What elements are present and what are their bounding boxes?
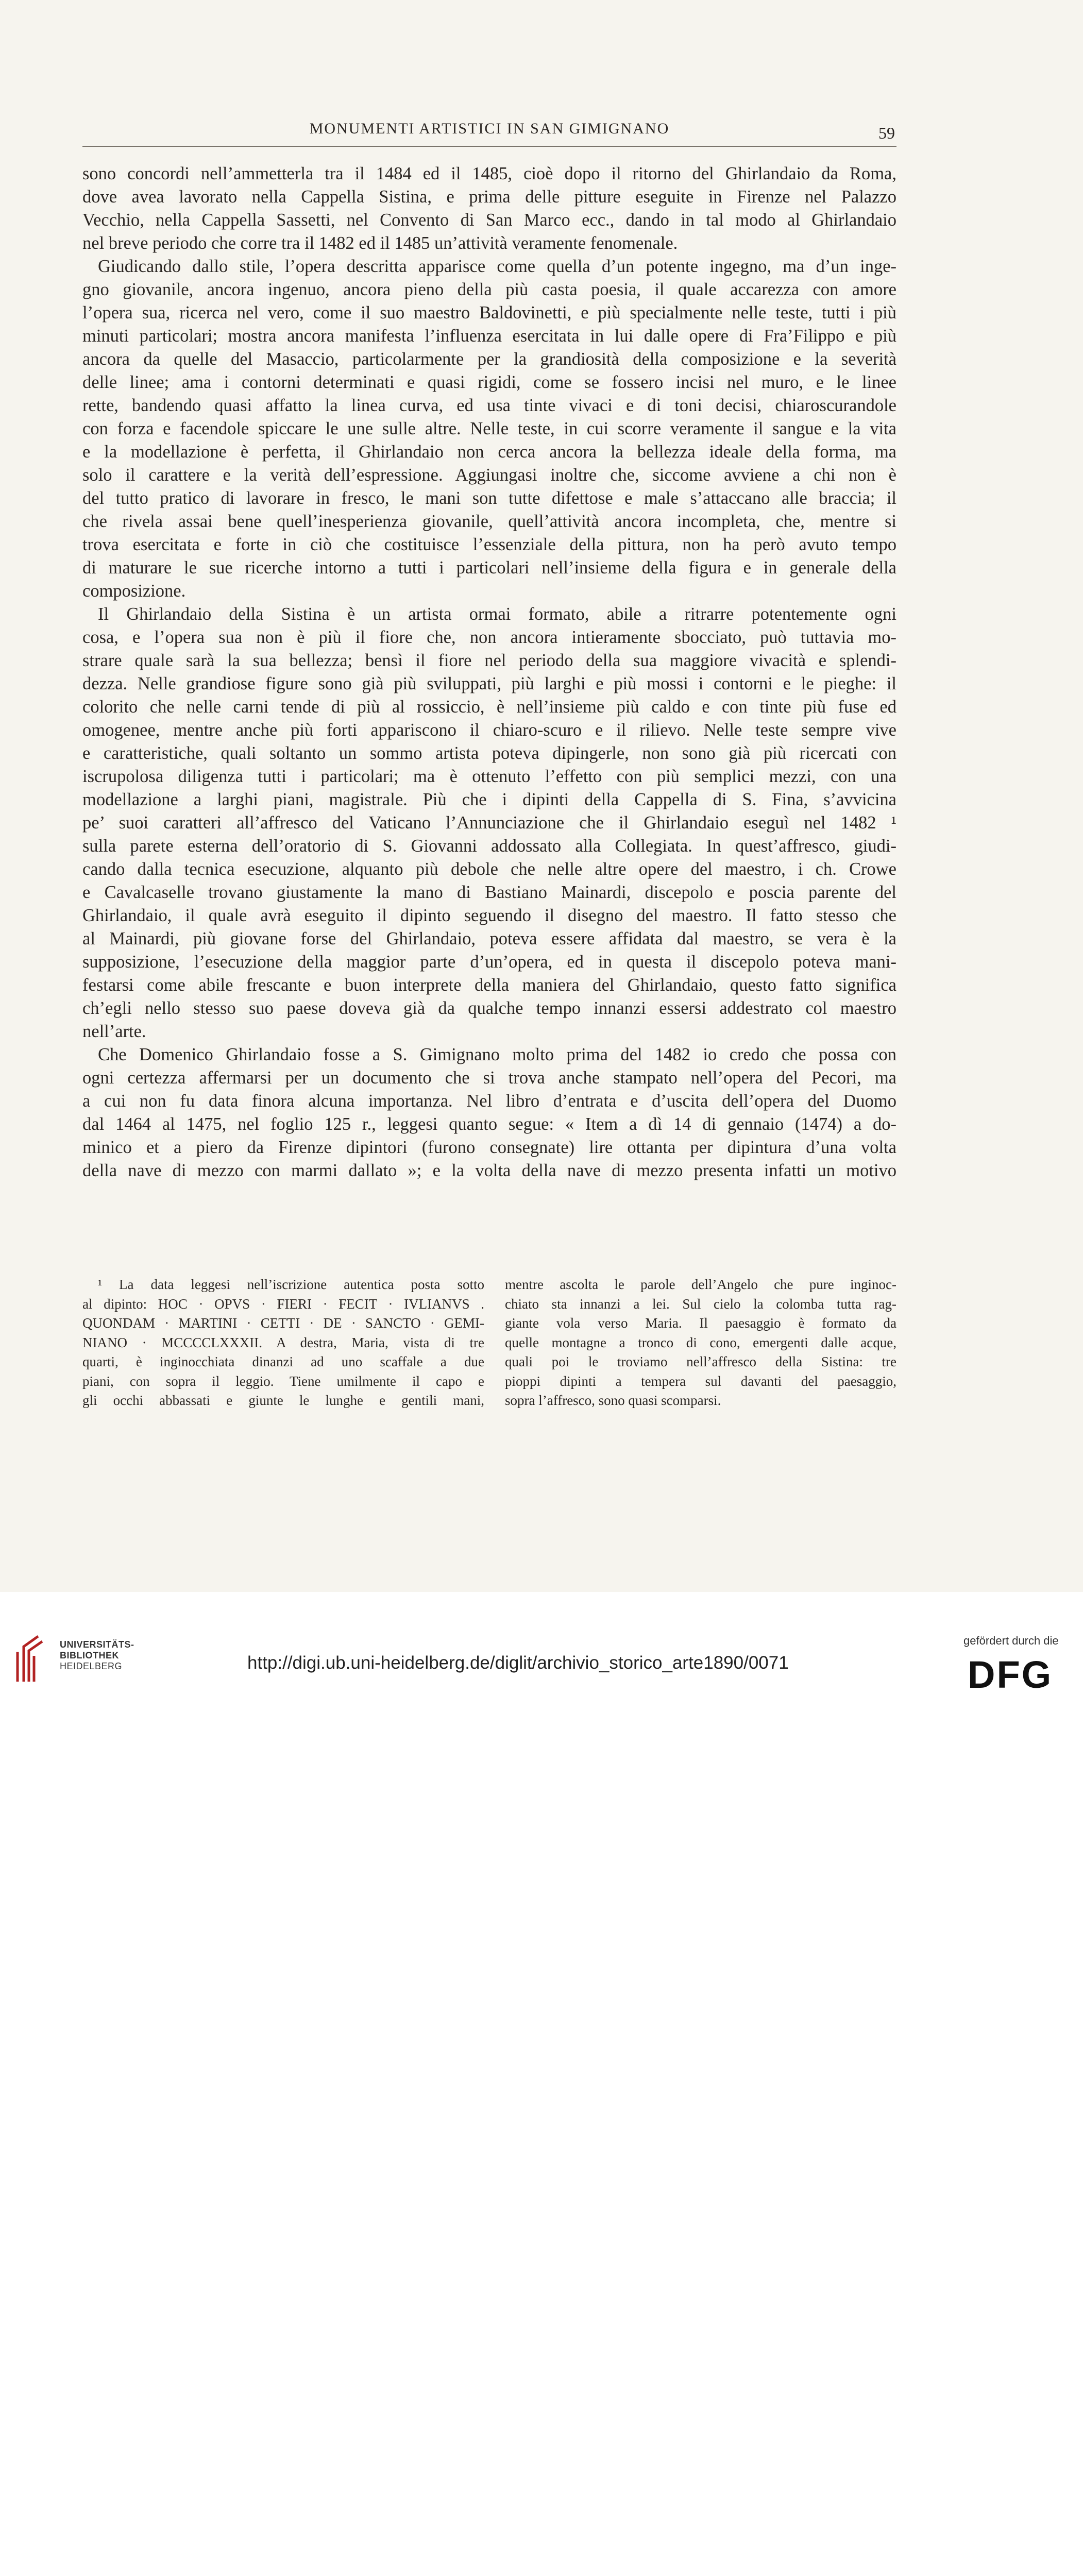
text-line: minuti particolari; mostra ancora manifesta l’influenza esercitata in lui dalle opere di Fra’Filippo e più bbox=[82, 326, 896, 346]
text-line: delle linee; ama i contorni determinati e quasi rigidi, come se fossero incisi nel muro, e le linee bbox=[82, 372, 896, 392]
text-line: trova esercitata e forte in ciò che costituisce l’essenziale della pittura, non ha però avuto tempo bbox=[82, 535, 896, 554]
text-line: supposizione, l’esecuzione della maggior parte d’un’opera, ed in questa il discepolo poteva mani- bbox=[82, 952, 896, 972]
text-line: pe’ suoi caratteri all’affresco del Vaticano l’Annunciazione che il Ghirlandaio eseguì nel 1482 ¹ bbox=[82, 813, 896, 833]
text-line: che rivela assai bene quell’inesperienza giovanile, quell’attività ancora incompleta, che, mentre si bbox=[82, 512, 896, 531]
text-line: gno giovanile, ancora ingenuo, ancora pieno della più casta poesia, il quale accarezza con amore bbox=[82, 280, 896, 299]
text-line: solo il carattere e la verità dell’espressione. Aggiungasi inoltre che, siccome avviene a chi non è bbox=[82, 465, 896, 485]
text-line: Il Ghirlandaio della Sistina è un artista ormai formato, abile a ritrarre potentemente ogni bbox=[98, 604, 896, 624]
text-line: cosa, e l’opera sua non è più il fiore che, non ancora intieramente sbocciato, può tuttavia mo- bbox=[82, 628, 896, 647]
text-line: Giudicando dallo stile, l’opera descritta apparisce come quella d’un potente ingegno, ma d’un inge- bbox=[98, 257, 896, 276]
text-line: rette, bandendo quasi affatto la linea curva, ed usa tinte vivaci e di toni decisi, chiaroscurandole bbox=[82, 396, 896, 415]
footnote-line: gli occhi abbassati e giunte le lunghe e gentili mani, bbox=[82, 1393, 484, 1408]
footnote-column-right bbox=[505, 1275, 896, 1411]
footnote-line: NIANO · MCCCCLXXXII. A destra, Maria, vista di tre bbox=[82, 1334, 484, 1350]
header-rule bbox=[82, 146, 896, 147]
text-line: ch’egli nello stesso suo paese doveva già da qualche tempo innanzi essersi addestrato col maestro bbox=[82, 998, 896, 1018]
page-number: 59 bbox=[878, 124, 895, 142]
university-library-logo-icon bbox=[14, 1634, 44, 1684]
footnote-line: giante vola verso Maria. Il paesaggio è formato da bbox=[505, 1315, 896, 1331]
text-line: dezza. Nelle grandiose figure sono già più sviluppati, più larghi e più mossi i contorni e le pieghe: il bbox=[82, 674, 896, 693]
footnote-line: quali poi le troviamo nell’affresco della Sistina: tre bbox=[505, 1354, 896, 1369]
library-name-line-2: BIBLIOTHEK bbox=[60, 1650, 119, 1660]
text-line: al Mainardi, più giovane forse del Ghirlandaio, poteva essere affidata dal maestro, se vera è la bbox=[82, 929, 896, 948]
library-name-line-1: UNIVERSITÄTS- bbox=[60, 1639, 134, 1650]
footer-bar bbox=[0, 1592, 1083, 1702]
text-line: ancora da quelle del Masaccio, particolarmente per la grandiosità della composizione e la severità bbox=[82, 349, 896, 369]
text-line: composizione. bbox=[82, 581, 186, 601]
footnote-line: mentre ascolta le parole dell’Angelo che pure inginoc- bbox=[505, 1277, 896, 1292]
text-line: colorito che nelle carni tende di più al rossiccio, è nell’insieme più caldo e con tinte più fuse ed bbox=[82, 697, 896, 717]
library-name-line-3: HEIDELBERG bbox=[60, 1661, 123, 1671]
footnote-line: sopra l’affresco, sono quasi scomparsi. bbox=[505, 1393, 721, 1408]
footnote-line: pioppi dipinti a tempera sul davanti del paesaggio, bbox=[505, 1373, 896, 1389]
text-line: strare quale sarà la sua bellezza; bensì il fiore nel periodo della sua maggiore vivacità e splendi- bbox=[82, 651, 896, 670]
text-line: Vecchio, nella Cappella Sassetti, nel Convento di San Marco ecc., dando in tal modo al Ghirlandaio bbox=[82, 210, 896, 230]
footnote-line: al dipinto: HOC · OPVS · FIERI · FECIT · IVLIANVS . bbox=[82, 1296, 484, 1312]
text-line: sono concordi nell’ammetterla tra il 1484 ed il 1485, cioè dopo il ritorno del Ghirlandaio da Roma, bbox=[82, 164, 896, 183]
university-library-name bbox=[60, 1639, 134, 1672]
text-line: della nave di mezzo con marmi dallato »; e la volta della nave di mezzo presenta infatti un motivo bbox=[82, 1161, 896, 1180]
footnote-line: quelle montagne a tronco di cono, emergenti dalle acque, bbox=[505, 1334, 896, 1350]
text-line: nell’arte. bbox=[82, 1022, 146, 1041]
footnote-line: piani, con sopra il leggio. Tiene umilmente il capo e bbox=[82, 1373, 484, 1389]
text-line: e Cavalcaselle trovano giustamente la mano di Bastiano Mainardi, discepolo e poscia parente del bbox=[82, 883, 896, 902]
funding-label: gefördert durch die bbox=[963, 1634, 1059, 1647]
text-line: nel breve periodo che corre tra il 1482 ed il 1485 un’attività veramente fenomenale. bbox=[82, 233, 678, 253]
text-line: del tutto pratico di lavorare in fresco, le mani son tutte difettose e male s’attaccano alle braccia; il bbox=[82, 488, 896, 508]
text-line: e la modellazione è perfetta, il Ghirlandaio non cerca ancora la bellezza ideale della forma, ma bbox=[82, 442, 896, 462]
footnote-line: ¹ La data leggesi nell’iscrizione autentica posta sotto bbox=[98, 1277, 484, 1292]
text-line: modellazione a larghi piani, magistrale. Più che i dipinti della Cappella di S. Fina, s’avvicina bbox=[82, 790, 896, 809]
text-line: cando dalla tecnica esecuzione, alquanto più debole che nelle altre opere del maestro, i ch. Crowe bbox=[82, 859, 896, 879]
text-line: festarsi come abile frescante e buon interprete della maniera del Ghirlandaio, questo fatto significa bbox=[82, 975, 896, 995]
text-line: a cui non fu data finora alcuna importanza. Nel libro d’entrata e d’uscita dell’opera del Duomo bbox=[82, 1091, 896, 1111]
text-line: con forza e facendole spiccare le une sulle altre. Nelle teste, in cui scorre veramente il sangue e la vita bbox=[82, 419, 896, 438]
footnote-line: QUONDAM · MARTINI · CETTI · DE · SANCTO · GEMI- bbox=[82, 1315, 484, 1331]
footnote-line: quarti, è inginocchiata dinanzi ad uno scaffale a due bbox=[82, 1354, 484, 1369]
dfg-logo: DFG bbox=[968, 1653, 1053, 1696]
text-line: ogni certezza affermarsi per un documento che si trova anche stampato nell’opera del Pecori, ma bbox=[82, 1068, 896, 1088]
text-line: di maturare le sue ricerche intorno a tutti i particolari nell’insieme della figura e in generale della bbox=[82, 558, 896, 578]
footnote-column-left bbox=[82, 1275, 484, 1411]
footnote-line: chiato sta innanzi a lei. Sul cielo la colomba tutta rag- bbox=[505, 1296, 896, 1312]
text-line: Ghirlandaio, il quale avrà eseguito il dipinto seguendo il disegno del maestro. Il fatto stesso che bbox=[82, 906, 896, 925]
text-line: dal 1464 al 1475, nel foglio 125 r., leggesi quanto segue: « Item a dì 14 di gennaio (1474) a do- bbox=[82, 1114, 896, 1134]
text-line: l’opera sua, ricerca nel vero, come il suo maestro Baldovinetti, e più specialmente nelle teste, tutti i più bbox=[82, 303, 896, 323]
text-line: omogenee, mentre anche più forti appariscono il chiaro-scuro e il rilievo. Nelle teste sempre vive bbox=[82, 720, 896, 740]
text-line: e caratteristiche, quali soltanto un sommo artista poteva dipingerle, non sono già più ricercati con bbox=[82, 743, 896, 763]
text-line: dove avea lavorato nella Cappella Sistina, e prima delle pitture eseguite in Firenze nel Palazzo bbox=[82, 187, 896, 207]
text-line: minico et a piero da Firenze dipintori (furono consegnate) lire ottanta per dipintura d’una volta bbox=[82, 1138, 896, 1157]
text-line: iscrupolosa diligenza tutti i particolari; ma è ottenuto l’effetto con più semplici mezzi, con una bbox=[82, 767, 896, 786]
running-header: MONUMENTI ARTISTICI IN SAN GIMIGNANO bbox=[309, 120, 670, 137]
body-text bbox=[82, 162, 896, 1182]
text-line: sulla parete esterna dell’oratorio di S. Giovanni addossato alla Collegiata. In quest’affresco, giudi- bbox=[82, 836, 896, 856]
text-line: Che Domenico Ghirlandaio fosse a S. Gimignano molto prima del 1482 io credo che possa con bbox=[98, 1045, 896, 1064]
permalink-url[interactable]: http://digi.ub.uni-heidelberg.de/diglit/archivio_storico_arte1890/0071 bbox=[247, 1653, 789, 1673]
